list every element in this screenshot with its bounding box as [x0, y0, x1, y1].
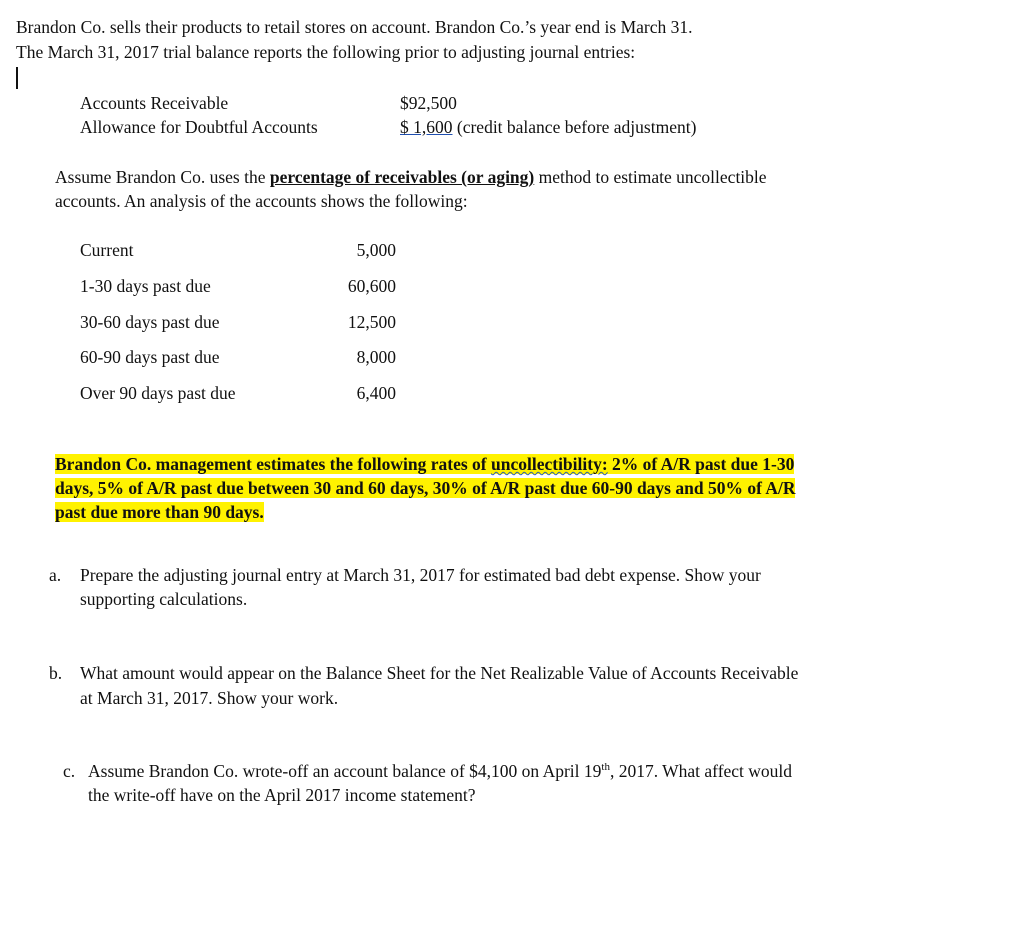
question-b-label: b.	[49, 663, 63, 683]
allowance-note: (credit balance before adjustment)	[456, 117, 697, 137]
aging-label: Current	[80, 240, 134, 260]
aging-value: 8,000	[356, 347, 396, 367]
method-post: method to estimate uncollectible	[534, 167, 767, 187]
intro-line-2: The March 31, 2017 trial balance reports the following prior to adjusting journal entries:	[16, 42, 636, 62]
question-b-line-1: What amount would appear on the Balance Sheet for the Net Realizable Value of Accounts Receivable	[80, 663, 799, 683]
estimate-word: uncollectibility:	[491, 454, 608, 474]
text-cursor	[16, 67, 18, 89]
ordinal-suffix: th	[601, 761, 610, 774]
method-emphasis: percentage of receivables (or aging)	[269, 167, 535, 187]
aging-value: 12,500	[347, 312, 396, 332]
question-b-line-2: at March 31, 2017. Show your work.	[80, 688, 339, 708]
method-pre: Assume Brandon Co. uses the	[55, 167, 270, 187]
aging-value: 60,600	[347, 276, 396, 296]
question-a-line-2: supporting calculations.	[80, 589, 248, 609]
question-c-label: c.	[63, 761, 76, 781]
aging-value: 6,400	[356, 383, 396, 403]
aging-label: Over 90 days past due	[80, 383, 236, 403]
ar-label: Accounts Receivable	[80, 93, 229, 113]
estimate-paragraph	[55, 452, 973, 524]
allowance-row	[400, 115, 696, 139]
question-a-line-1: Prepare the adjusting journal entry at March 31, 2017 for estimated bad debt expense. Show your	[80, 565, 761, 585]
estimate-line-2: days, 5% of A/R past due between 30 and 60 days, 30% of A/R past due 60-90 days and 50% of A/R	[55, 478, 796, 498]
estimate-line-3: past due more than 90 days.	[55, 502, 264, 522]
ar-value: $92,500	[400, 93, 457, 113]
method-line-2: accounts. An analysis of the accounts shows the following:	[55, 191, 468, 211]
allowance-label: Allowance for Doubtful Accounts	[80, 117, 318, 137]
aging-label: 60-90 days past due	[80, 347, 220, 367]
intro-line-1: Brandon Co. sells their products to retail stores on account. Brandon Co.’s year end is March 31.	[16, 17, 693, 37]
question-c-line-2: the write-off have on the April 2017 income statement?	[88, 785, 476, 805]
question-c-line-1: Assume Brandon Co. wrote-off an account balance of $4,100 on April 19th, 2017. What affect would	[88, 761, 793, 781]
aging-value: 5,000	[356, 240, 396, 260]
aging-label: 1-30 days past due	[80, 276, 211, 296]
question-a-label: a.	[49, 565, 62, 585]
estimate-line-1: Brandon Co. management estimates the following rates of uncollectibility: 2% of A/R past due 1-30	[55, 454, 795, 474]
allowance-value: $ 1,600	[400, 117, 453, 137]
aging-label: 30-60 days past due	[80, 312, 220, 332]
method-line-1	[55, 165, 767, 189]
